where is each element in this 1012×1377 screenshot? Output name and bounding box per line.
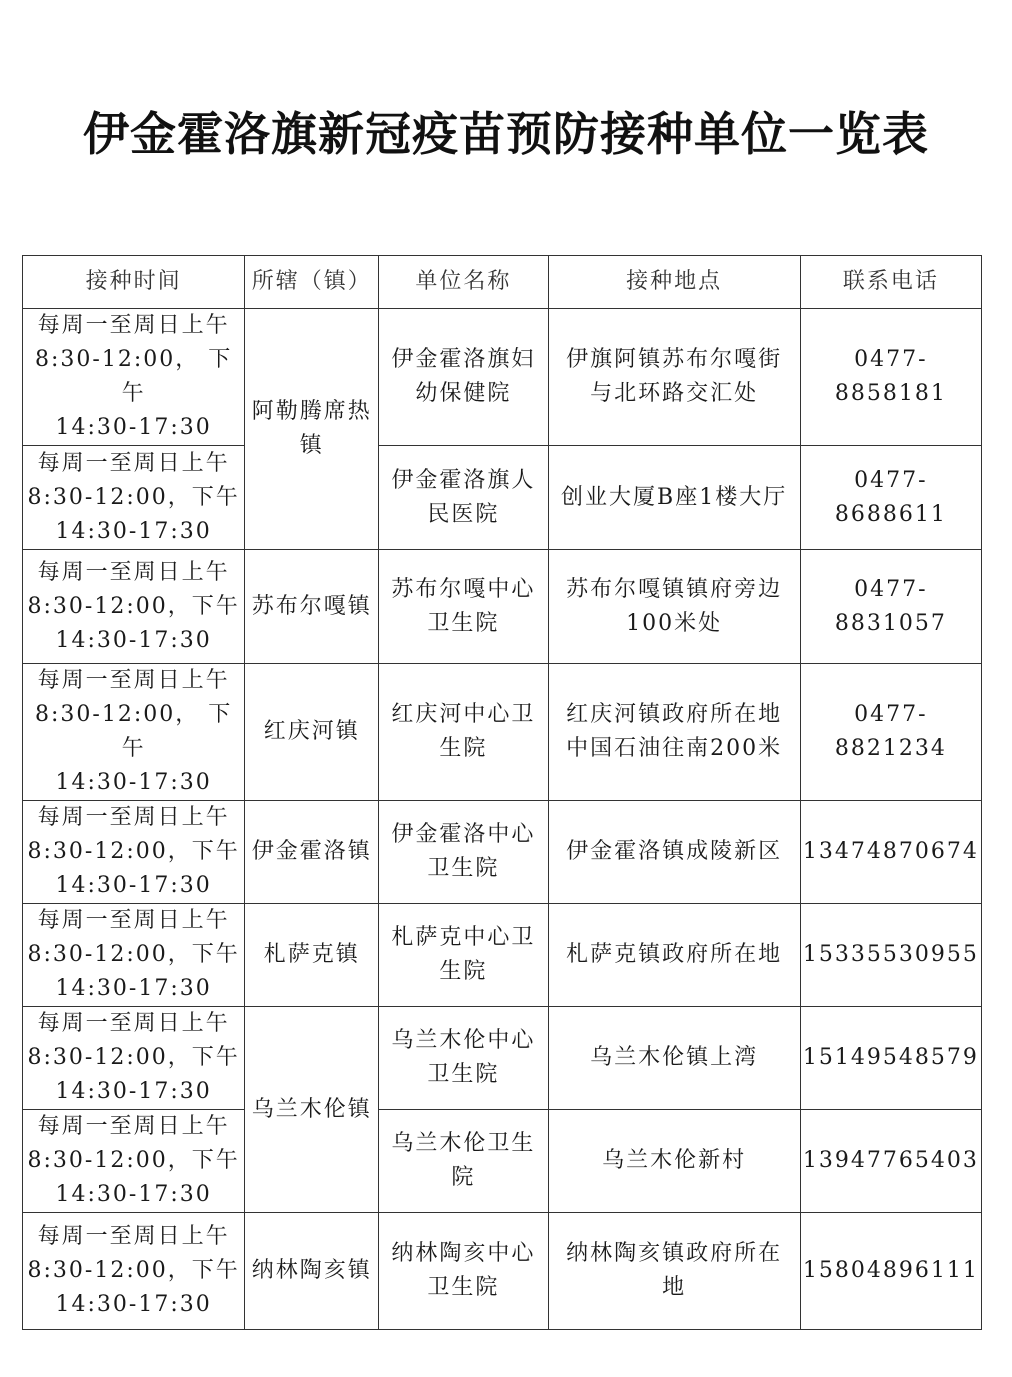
cell-unit: 乌兰木伦中心 卫生院 [379,1007,548,1110]
cell-phone: 15149548579 [800,1007,981,1110]
header-phone: 联系电话 [800,256,981,309]
cell-time: 每周一至周日上午 8:30-12:00，下午 14:30-17:30 [23,801,245,904]
cell-phone: 0477-8858181 [800,309,981,446]
cell-time: 每周一至周日上午 8:30-12:00，下午 14:30-17:30 [23,446,245,550]
header-unit: 单位名称 [379,256,548,309]
cell-unit: 红庆河中心卫 生院 [379,664,548,801]
cell-unit: 伊金霍洛旗人 民医院 [379,446,548,550]
cell-address: 创业大厦B座1楼大厅 [548,446,800,550]
cell-town: 乌兰木伦镇 [245,1007,379,1213]
document-title: 伊金霍洛旗新冠疫苗预防接种单位一览表 [83,107,929,161]
cell-town: 阿勒腾席热 镇 [245,309,379,550]
cell-town: 红庆河镇 [245,664,379,801]
cell-time: 每周一至周日上午 8:30-12:00， 下午 14:30-17:30 [23,309,245,446]
cell-unit: 伊金霍洛旗妇 幼保健院 [379,309,548,446]
cell-time: 每周一至周日上午 8:30-12:00， 下午 14:30-17:30 [23,664,245,801]
cell-address: 伊旗阿镇苏布尔嘎街 与北环路交汇处 [548,309,800,446]
cell-town: 纳林陶亥镇 [245,1213,379,1330]
cell-town: 伊金霍洛镇 [245,801,379,904]
cell-time: 每周一至周日上午 8:30-12:00，下午 14:30-17:30 [23,904,245,1007]
cell-phone: 0477-8821234 [800,664,981,801]
header-town: 所辖（镇） [245,256,379,309]
table-row [23,550,982,664]
cell-unit: 纳林陶亥中心 卫生院 [379,1213,548,1330]
table-row [23,446,982,550]
table-row [23,309,982,446]
header-address: 接种地点 [548,256,800,309]
table-row [23,801,982,904]
cell-unit: 札萨克中心卫 生院 [379,904,548,1007]
cell-unit: 乌兰木伦卫生 院 [379,1110,548,1213]
cell-time: 每周一至周日上午 8:30-12:00，下午 14:30-17:30 [23,1007,245,1110]
cell-address: 红庆河镇政府所在地 中国石油往南200米 [548,664,800,801]
cell-address: 乌兰木伦新村 [548,1110,800,1213]
cell-phone: 13474870674 [800,801,981,904]
table-row [23,904,982,1007]
cell-address: 札萨克镇政府所在地 [548,904,800,1007]
cell-phone: 13947765403 [800,1110,981,1213]
cell-address: 苏布尔嘎镇镇府旁边 100米处 [548,550,800,664]
cell-address: 纳林陶亥镇政府所在 地 [548,1213,800,1330]
vaccination-sites-table [22,255,982,1330]
cell-time: 每周一至周日上午 8:30-12:00，下午 14:30-17:30 [23,1213,245,1330]
header-time: 接种时间 [23,256,245,309]
table-row [23,664,982,801]
cell-address: 伊金霍洛镇成陵新区 [548,801,800,904]
table-row [23,1213,982,1330]
cell-phone: 0477-8831057 [800,550,981,664]
table-header-row [23,256,982,309]
table-row [23,1110,982,1213]
cell-address: 乌兰木伦镇上湾 [548,1007,800,1110]
cell-time: 每周一至周日上午 8:30-12:00，下午 14:30-17:30 [23,550,245,664]
cell-phone: 15804896111 [800,1213,981,1330]
cell-unit: 苏布尔嘎中心 卫生院 [379,550,548,664]
table-row [23,1007,982,1110]
cell-town: 札萨克镇 [245,904,379,1007]
cell-phone: 15335530955 [800,904,981,1007]
cell-town: 苏布尔嘎镇 [245,550,379,664]
cell-time: 每周一至周日上午 8:30-12:00，下午 14:30-17:30 [23,1110,245,1213]
cell-phone: 0477-8688611 [800,446,981,550]
cell-unit: 伊金霍洛中心 卫生院 [379,801,548,904]
